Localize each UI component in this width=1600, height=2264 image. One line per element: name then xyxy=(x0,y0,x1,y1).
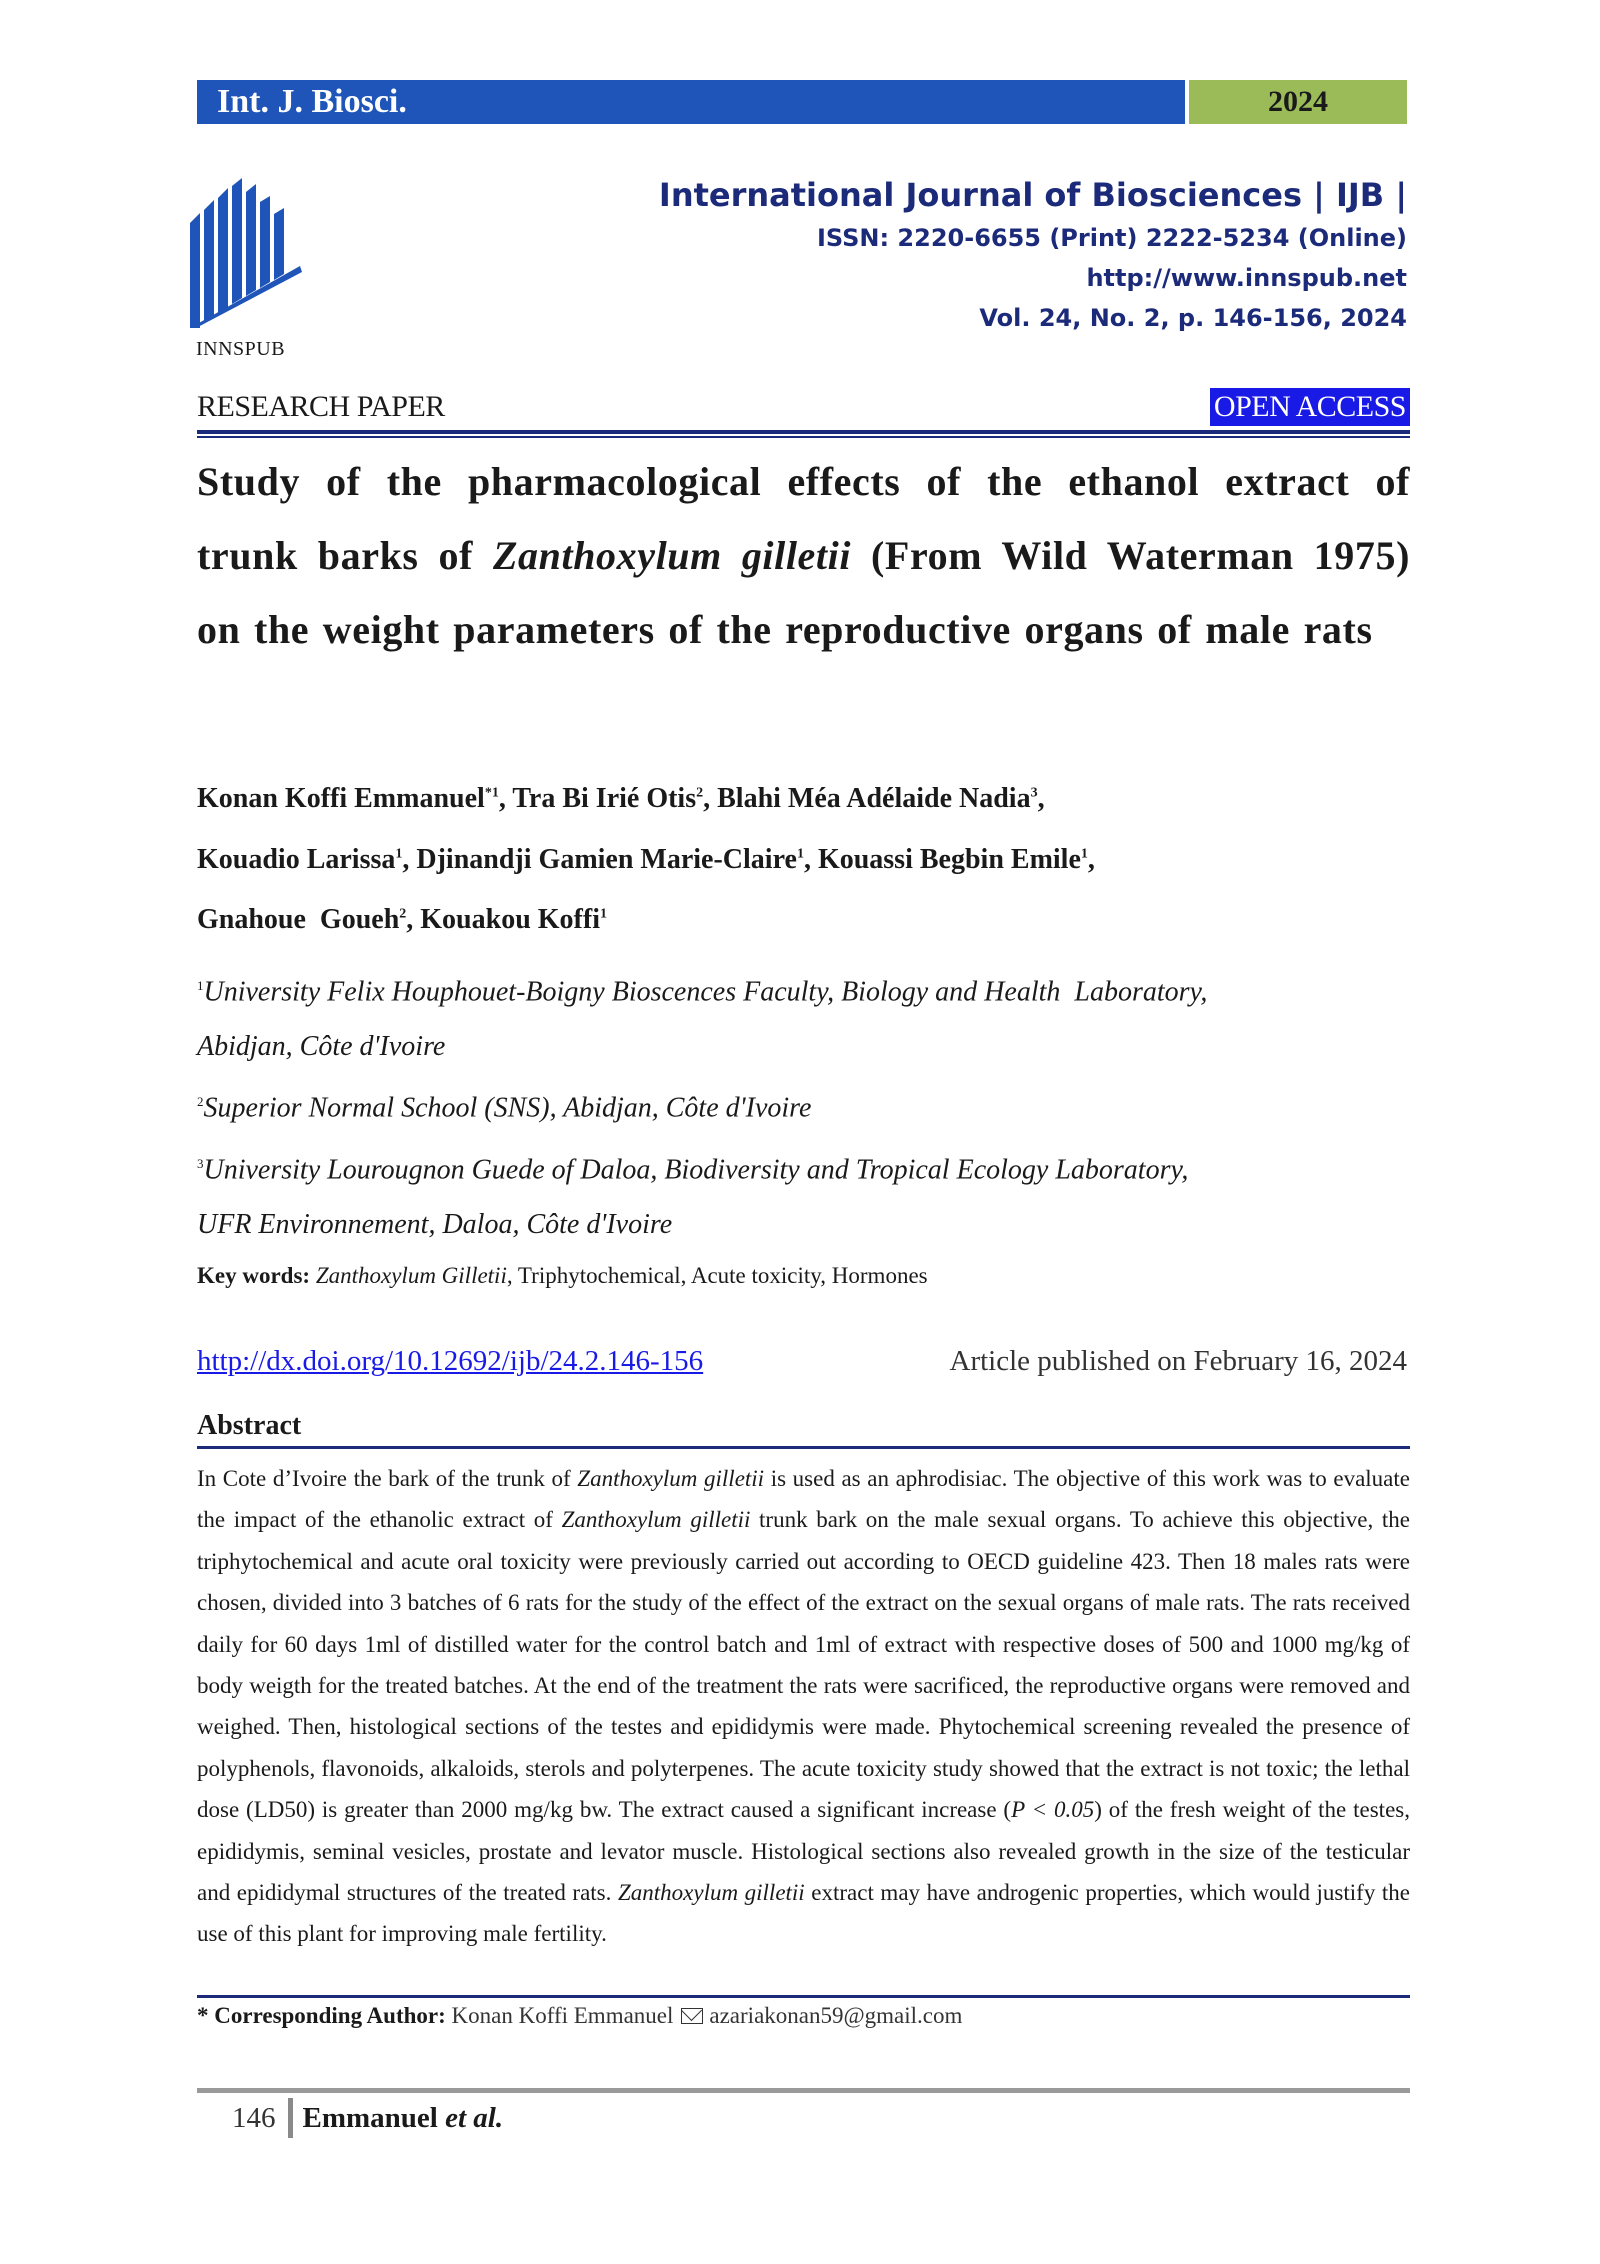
abstract-bottom-rule xyxy=(197,1995,1410,1998)
journal-info xyxy=(659,172,1407,338)
article-type: RESEARCH PAPER xyxy=(197,390,445,423)
author: Konan Koffi Emmanuel$^{*1}$, xyxy=(197,783,513,815)
title-part-1: Study of the pharmacological effects of the ethanol extract of trunk barks of xyxy=(197,459,1410,578)
logo-label: INNSPUB xyxy=(196,338,286,360)
journal-title: International Journal of Biosciences | IJB | xyxy=(658,176,1407,214)
header-year: 2024 xyxy=(1189,80,1407,124)
page-footer xyxy=(232,2098,503,2138)
publication-date: Article published on February 16, 2024 xyxy=(949,1345,1407,1377)
author: Gnahoue Goueh$^2$, xyxy=(197,903,421,935)
affiliation-list xyxy=(197,958,1410,1252)
doi-link[interactable]: http://dx.doi.org/10.12692/ijb/24.2.146-156 xyxy=(197,1345,704,1377)
affiliation-cont: UFR Environnement, Daloa, Côte d'Ivoire xyxy=(197,1208,673,1240)
article-type-row xyxy=(197,388,1410,430)
journal-url[interactable]: http://www.innspub.net xyxy=(1086,264,1407,292)
author: Tra Bi Irié Otis$^2$, xyxy=(512,783,718,815)
journal-issn: ISSN: 2220-6655 (Print) 2222-5234 (Online) xyxy=(816,224,1407,252)
innspub-logo-icon xyxy=(190,178,315,328)
journal-volume: Vol. 24, No. 2, p. 146-156, 2024 xyxy=(979,304,1407,332)
keywords-label: Key words: xyxy=(197,1263,311,1288)
footer-separator xyxy=(288,2098,293,2138)
author: Kouadio Larissa$^1$, xyxy=(197,843,417,875)
footer-rule xyxy=(197,2088,1410,2093)
author: Djinandji Gamien Marie-Claire$^1$, xyxy=(416,843,818,875)
corresponding-label: Corresponding Author: xyxy=(214,2003,446,2028)
author: Kouakou Koffi$^1$ xyxy=(420,903,607,935)
journal-header-bar xyxy=(197,80,1407,124)
title-part-2: (From Wild Waterman 1975) on the weight parameters of the reproductive organs of male rats xyxy=(197,533,1410,652)
author-list xyxy=(197,766,1410,947)
open-access-badge: OPEN ACCESS xyxy=(1210,388,1410,426)
keywords: Key words: Zanthoxylum Gilletii, Triphytochemical, Acute toxicity, Hormones xyxy=(197,1263,928,1288)
journal-abbrev: Int. J. Biosci. xyxy=(197,80,1185,124)
author: Kouassi Begbin Emile$^1$, xyxy=(817,843,1095,875)
abstract-top-rule xyxy=(197,1446,1410,1449)
affiliation: $^2$Superior Normal School (SNS), Abidjan, Côte d'Ivoire xyxy=(197,1092,812,1124)
footer-author: Emmanuel et al. xyxy=(302,2101,504,2134)
affiliation: $^3$University Lourougnon Guede of Daloa, Biodiversity and Tropical Ecology Laboratory, xyxy=(197,1153,1189,1185)
title-species: Zanthoxylum gilletii xyxy=(493,533,852,578)
abstract-heading: Abstract xyxy=(197,1410,302,1441)
author: Blahi Méa Adélaide Nadia$^3$, xyxy=(717,783,1045,815)
corresponding-author: * Corresponding Author: Konan Koffi Emmanuel azariakonan59@gmail.com xyxy=(197,2003,963,2028)
corresponding-email[interactable]: azariakonan59@gmail.com xyxy=(709,2003,963,2028)
affiliation-cont: Abidjan, Côte d'Ivoire xyxy=(197,1031,446,1063)
page-number: 146 xyxy=(232,2101,276,2134)
mail-icon xyxy=(681,2008,703,2024)
article-title xyxy=(197,445,1410,667)
affiliation: $^1$University Felix Houphouet-Boigny Bioscences Faculty, Biology and Health Laboratory, xyxy=(197,976,1208,1008)
header-divider xyxy=(197,430,1410,438)
abstract-text: In Cote d’Ivoire the bark of the trunk of Zanthoxylum gilletii is used as an aphrodisiac. The objective of this work was to evaluate the impact of the ethanolic extract of Zanthoxylum gilletii trunk bark on the male sexual organs. To achieve this objective, the triphytochemical and acute oral toxicity were previously carried out according to OECD guideline 423. Then 18 males rats were chosen, divided into 3 batches of 6 rats for the study of the effect of the extract on the sexual organs of male rats. The rats received daily for 60 days 1ml of distilled water for the control batch and 1ml of extract with respective doses of 500 and 1000 mg/kg of body weigth for the treated batches. At the end of the treatment the rats were sacrificed, the reproductive organs were removed and weighed. Then, histological sections of the testes and epididymis were made. Phytochemical screening revealed the presence of polyphenols, flavonoids, alkaloids, sterols and polyterpenes. The acute toxicity study showed that the extract is not toxic; the lethal dose (LD50) is greater than 2000 mg/kg bw. The extract caused a significant increase (P < 0.05) of the fresh weight of the testes, epididymis, seminal vesicles, prostate and levator muscle. Histological sections also revealed growth in the size of the testicular and epididymal structures of the treated rats. Zanthoxylum gilletii extract may have androgenic properties, which would justify the use of this plant for improving male fertility. xyxy=(197,1466,1410,1947)
corresponding-name: Konan Koffi Emmanuel xyxy=(451,2003,674,2028)
